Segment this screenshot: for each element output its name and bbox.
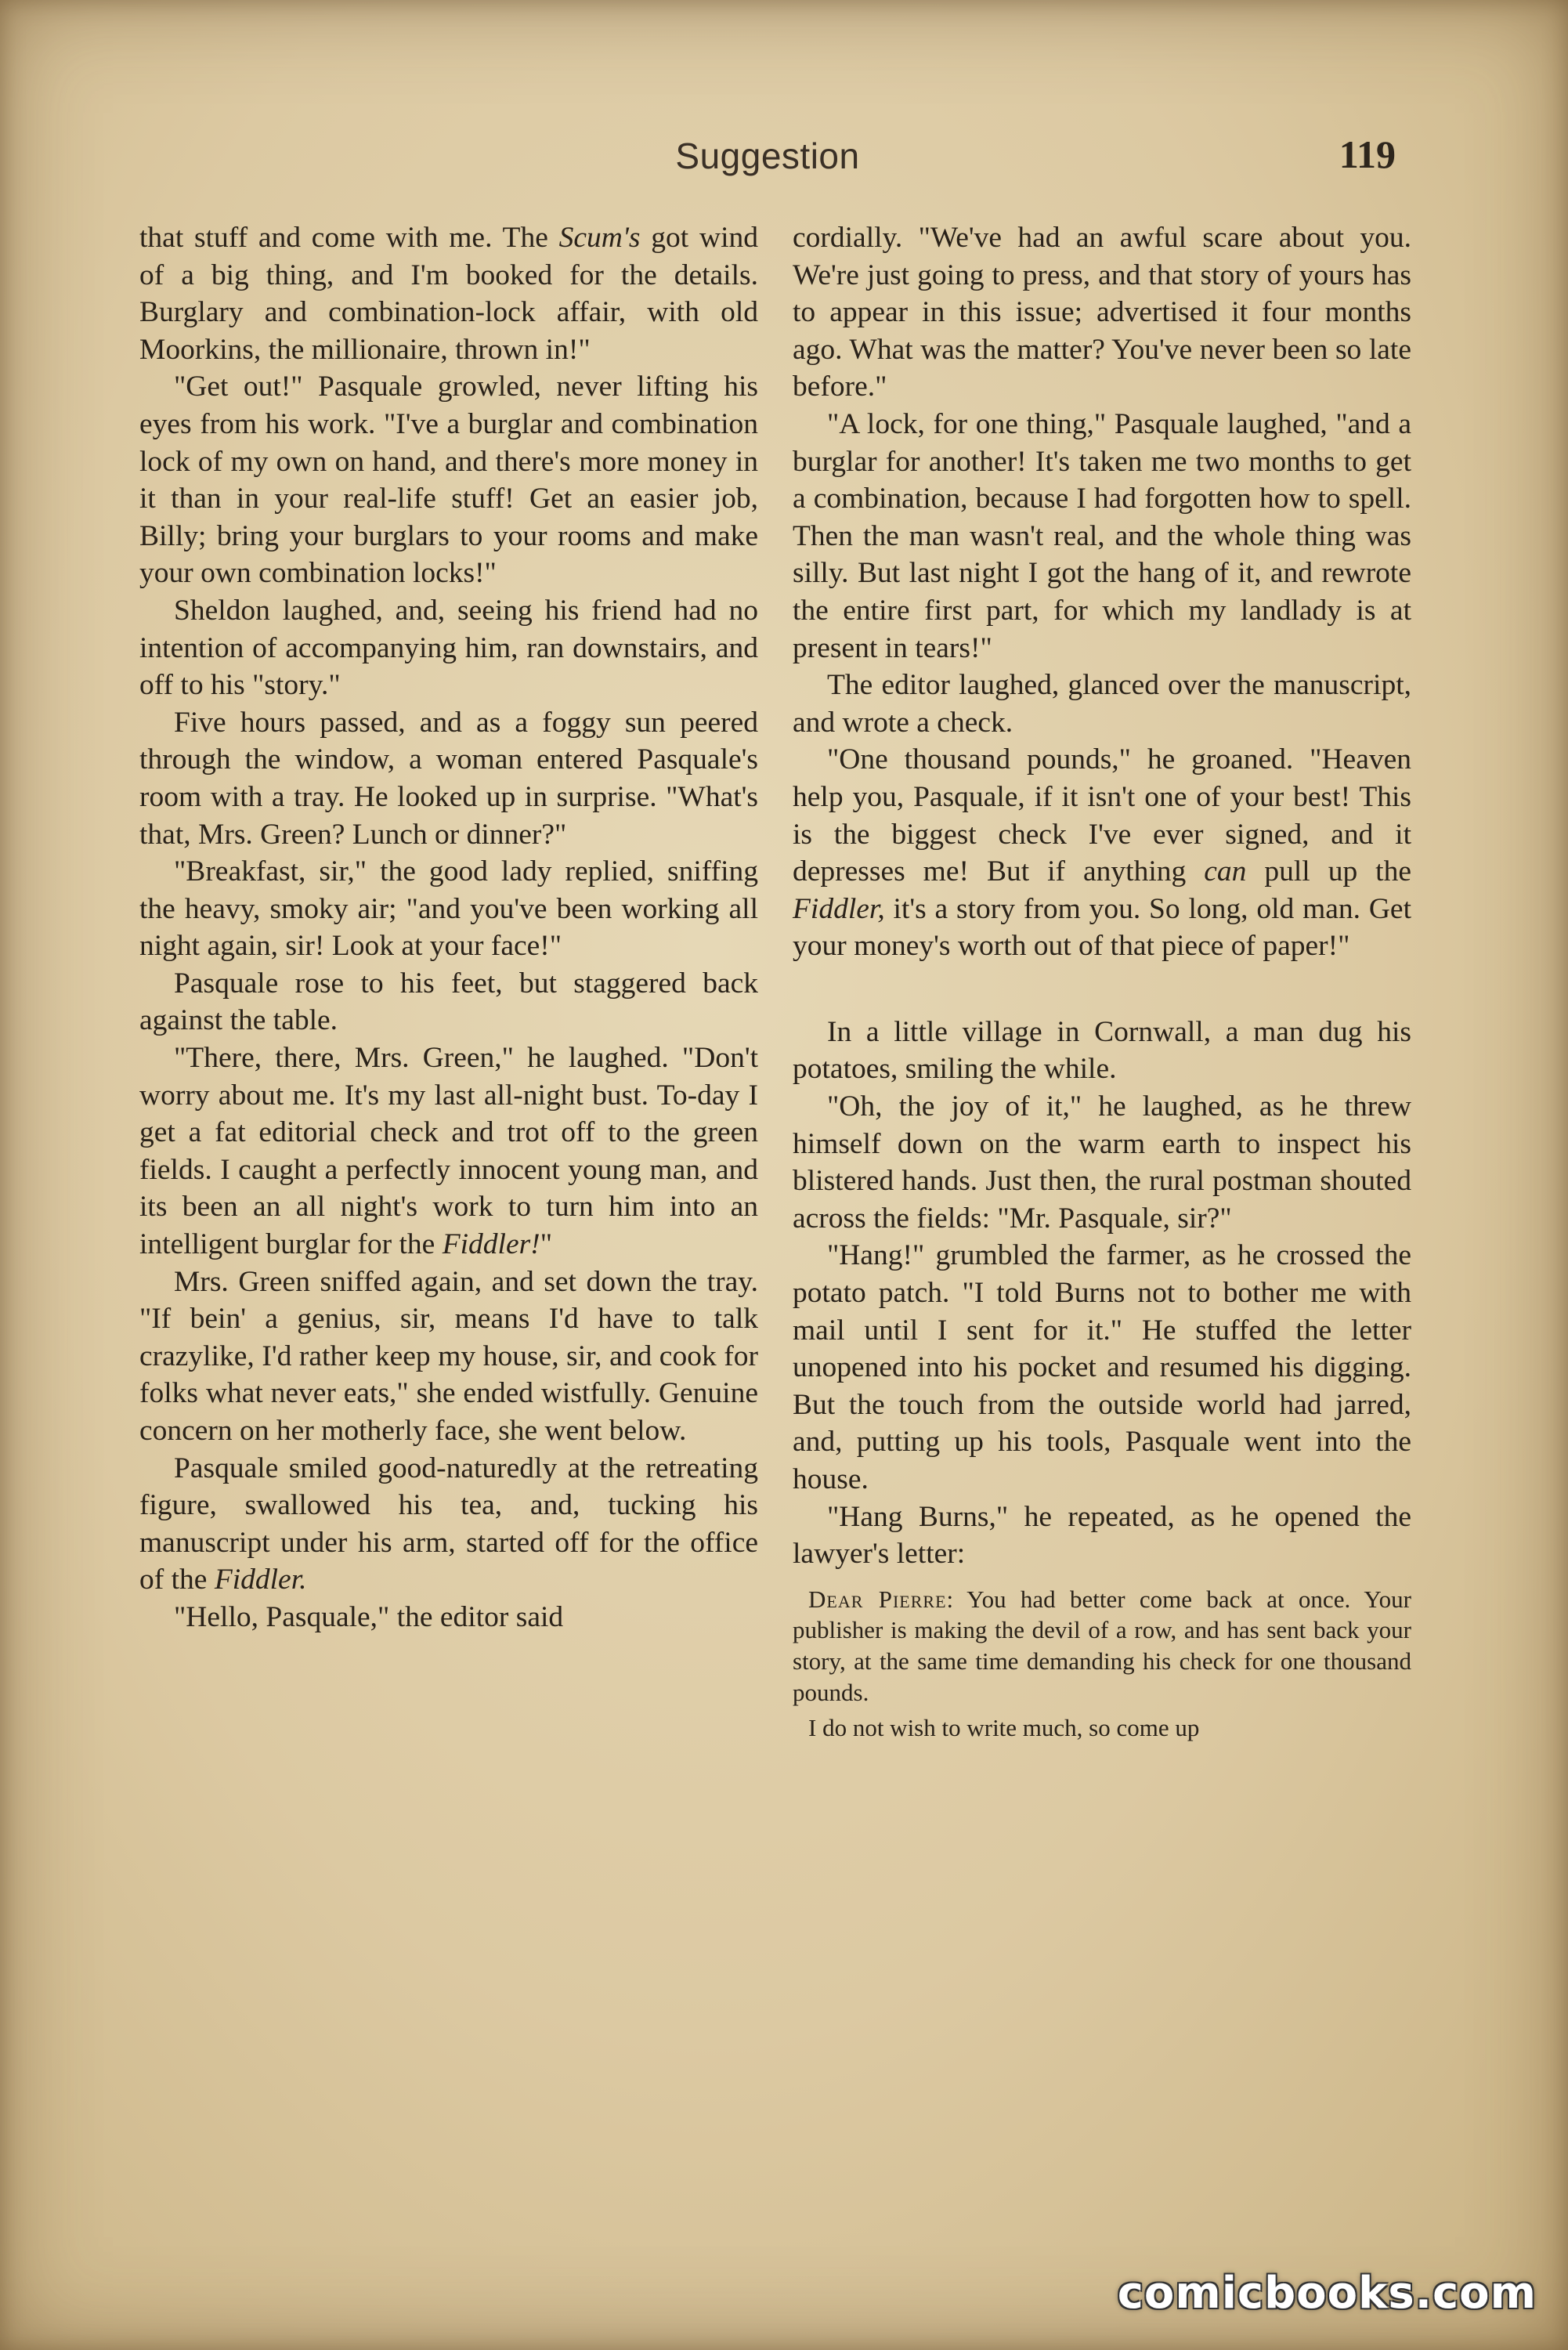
right-text-column bbox=[793, 219, 1411, 1744]
paragraph: Pasquale rose to his feet, but staggered back against the table. bbox=[139, 967, 758, 1037]
paragraph: Sheldon laughed, and, seeing his friend had no intention of accompanying him, ran downstairs, and off to his "story." bbox=[139, 594, 758, 702]
watermark-logo: comicbooks.com bbox=[1117, 2268, 1537, 2319]
paragraph: "Oh, the joy of it," he laughed, as he threw himself down on the warm earth to inspect his blistered hands. Just then, the rural postman shouted across the fields: "Mr. Pasquale, sir?" bbox=[793, 1090, 1411, 1235]
paragraph: Mrs. Green sniffed again, and set down the tray. "If bein' a genius, sir, means I'd have to talk crazylike, I'd rather keep my house, sir, and cook for folks what never eats," she ended wistfully. Genuine concern on her motherly face, she went below. bbox=[139, 1265, 758, 1447]
paragraph: Five hours passed, and as a foggy sun peered through the window, a woman entered Pasquale's room with a tray. He looked up in surprise. "What's that, Mrs. Green? Lunch or dinner?" bbox=[139, 706, 758, 851]
left-text-column bbox=[139, 219, 758, 1636]
paragraph: The editor laughed, glanced over the manuscript, and wrote a check. bbox=[793, 669, 1411, 739]
paragraph: that stuff and come with me. The Scum's got wind of a big thing, and I'm booked for the details. Burglary and combination-lock affair, with old Moorkins, the millionaire, thrown in!" bbox=[139, 222, 758, 366]
paragraph: "There, there, Mrs. Green," he laughed. "Don't worry about me. It's my last all-night bust. To-day I get a fat editorial check and trot off to the green fields. I caught a perfectly innocent young man, and its been an all night's work to turn him into an intelligent burglar for the Fiddler!" bbox=[139, 1042, 758, 1261]
page-number: 119 bbox=[1339, 132, 1396, 176]
section-paragraph: In a little village in Cornwall, a man dug his potatoes, smiling the while. bbox=[793, 1015, 1411, 1086]
paragraph: "Hello, Pasquale," the editor said bbox=[174, 1600, 564, 1633]
running-title: Suggestion bbox=[675, 136, 860, 176]
paragraph: Pasquale smiled good-naturedly at the retreating figure, swallowed his tea, and, tucking his manuscript under his arm, started off for the office of the Fiddler. bbox=[139, 1452, 758, 1596]
paragraph: "Get out!" Pasquale growled, never lifting his eyes from his work. "I've a burglar and combination lock of my own on hand, and there's more money in it than in your real-life stuff! Get an easier job, Billy; bring your burglars to your rooms and make your own combination locks!" bbox=[139, 371, 758, 590]
paragraph: "A lock, for one thing," Pasquale laughed, "and a burglar for another! It's taken me two months to get a combination, because I had forgotten how to spell. Then the man wasn't real, and the whole thing was silly. But last night I got the hang of it, and rewrote the entire first part, for which my landlady is at present in tears!" bbox=[793, 407, 1411, 664]
paragraph: "One thousand pounds," he groaned. "Heaven help you, Pasquale, if it isn't one of your best! This is the biggest check I've ever signed, and it depresses me! But if anything can pull up the Fiddler, it's a story from you. So long, old man. Get your money's worth out of that piece of paper!" bbox=[793, 743, 1411, 963]
paragraph: "Breakfast, sir," the good lady replied, sniffing the heavy, smoky air; "and you've been working all night again, sir! Look at your face!" bbox=[139, 855, 758, 963]
paragraph: "Hang!" grumbled the farmer, as he crossed the potato patch. "I told Burns not to bother me with mail until I sent for it." He stuffed the letter unopened into his pocket and resumed his digging. But the touch from the outside world had jarred, and, putting up his tools, Pasquale went into the house. bbox=[793, 1239, 1411, 1495]
paragraph: "Hang Burns," he repeated, as he opened the lawyer's letter: bbox=[793, 1500, 1411, 1571]
paragraph: cordially. "We've had an awful scare about you. We're just going to press, and that story of yours has to appear in this issue; advertised it four months ago. What was the matter? You've never been so late before." bbox=[793, 222, 1411, 403]
letter-excerpt: Dear Pierre: You had better come back at once. Your publisher is making the devil of a row, and has sent back your story, at the same time demanding his check for one thousand pounds. bbox=[793, 1585, 1411, 1706]
letter-excerpt: I do not wish to write much, so come up bbox=[808, 1714, 1200, 1742]
